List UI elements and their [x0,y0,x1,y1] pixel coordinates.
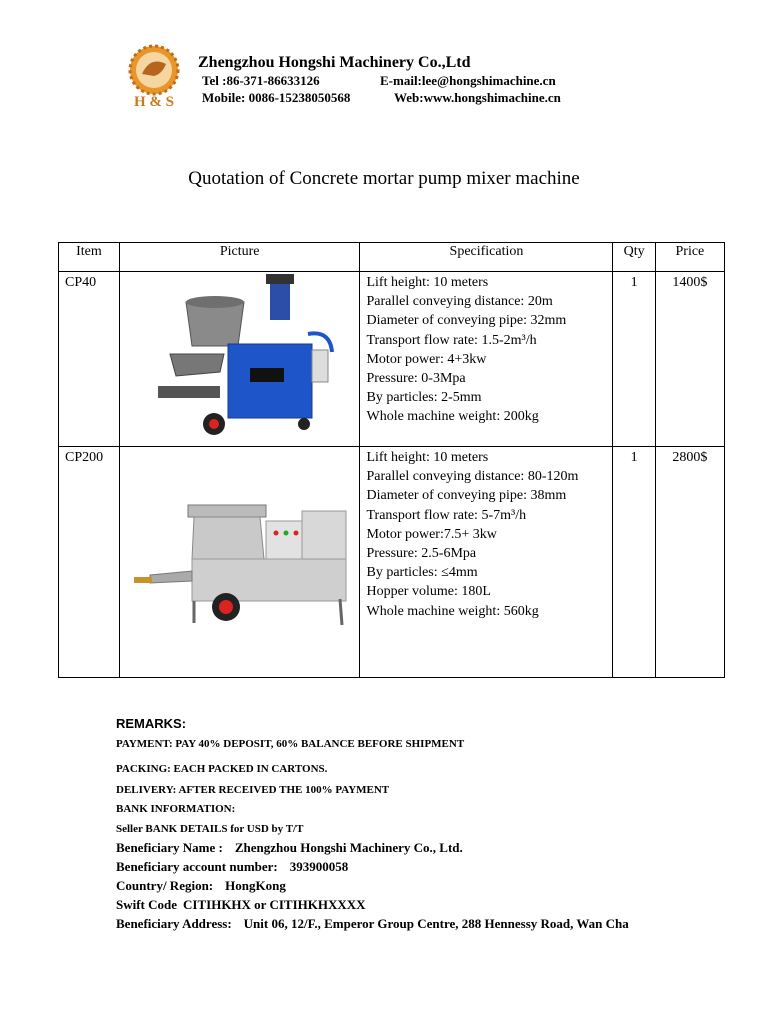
spec-line: Diameter of conveying pipe: 32mm [366,313,567,329]
email[interactable]: E-mail:lee@hongshimachine.cn [380,73,556,88]
item-code: CP40 [59,272,120,447]
packing-terms: PACKING: EACH PACKED IN CARTONS. [116,763,328,775]
beneficiary-name-row [116,840,463,856]
spec-line: Lift height: 10 meters [366,275,489,290]
company-logo-icon [120,44,190,112]
col-header-picture: Picture [119,243,360,272]
bank-info-heading: BANK INFORMATION: [116,803,236,815]
company-name: Zhengzhou Hongshi Machinery Co.,Ltd [198,54,471,71]
spec-line: By particles: ≤4mm [366,565,478,581]
spec-line: Pressure: 2.5-6Mpa [366,546,477,562]
address-label: Beneficiary Address: [116,916,232,931]
table-header-row [59,243,725,272]
spec-line: Whole machine weight: 560kg [366,603,539,619]
col-header-item: Item [59,243,120,272]
address-row [116,916,629,932]
spec-line: Pressure: 0-3Mpa [366,371,466,387]
beneficiary-address: Unit 06, 12/F., Emperor Group Centre, 288 Hennessy Road, Wan Cha [243,916,629,931]
website[interactable]: Web:www.hongshimachine.cn [394,90,561,105]
remarks-heading: REMARKS: [116,716,187,731]
product-picture [119,447,360,678]
quantity: 1 [613,272,655,447]
cp200-machine-image [120,447,352,671]
account-row [116,859,348,875]
seller-bank-details: Seller BANK DETAILS for USD by T/T [116,823,304,835]
country-label: Country/ Region: [116,878,214,893]
swift-label: Swift Code [116,897,178,912]
quantity: 1 [613,447,655,678]
delivery-terms: DELIVERY: AFTER RECEIVED THE 100% PAYMENT [116,784,390,796]
spec-line: Hopper volume: 180L [366,584,491,600]
spec-line: Transport flow rate: 1.5-2m³/h [366,332,537,348]
quotation-table [58,242,725,678]
spec-line: By particles: 2-5mm [366,390,482,406]
specification-list [360,447,613,678]
page-title: Quotation of Concrete mortar pump mixer machine [188,168,580,189]
country-row [116,878,286,894]
country: HongKong [225,878,286,893]
spec-line: Parallel conveying distance: 80-120m [366,469,579,485]
spec-line: Transport flow rate: 5-7m³/h [366,507,527,523]
col-header-qty: Qty [613,243,655,272]
specification-list [360,272,613,447]
svg-text:H & S: H & S [133,94,175,110]
tel: Tel :86-371-86633126 [202,73,320,88]
price: 2800$ [655,447,724,678]
account-label: Beneficiary account number: [116,859,278,874]
mobile: Mobile: 0086-15238050568 [202,90,351,105]
spec-line: Motor power:7.5+ 3kw [366,526,497,542]
letterhead [120,44,640,112]
swift-row [116,897,366,913]
spec-line: Whole machine weight: 200kg [366,409,539,425]
spec-line: Diameter of conveying pipe: 38mm [366,488,567,504]
col-header-price: Price [655,243,724,272]
spec-line: Lift height: 10 meters [366,450,489,465]
payment-terms: PAYMENT: PAY 40% DEPOSIT, 60% BALANCE BEFORE SHIPMENT [116,738,465,750]
swift-code: CITIHKHX or CITIHKHXXXX [183,897,366,912]
spec-line: Parallel conveying distance: 20m [366,294,553,310]
beneficiary-name: Zhengzhou Hongshi Machinery Co., Ltd. [234,840,463,855]
item-code: CP200 [59,447,120,678]
table-row [59,447,725,678]
beneficiary-name-label: Beneficiary Name : [116,840,223,855]
table-row [59,272,725,447]
account-number: 393900058 [289,859,349,874]
product-picture [119,272,360,447]
spec-line: Motor power: 4+3kw [366,351,487,367]
col-header-specification: Specification [360,243,613,272]
price: 1400$ [655,272,724,447]
cp40-machine-image [120,272,352,440]
